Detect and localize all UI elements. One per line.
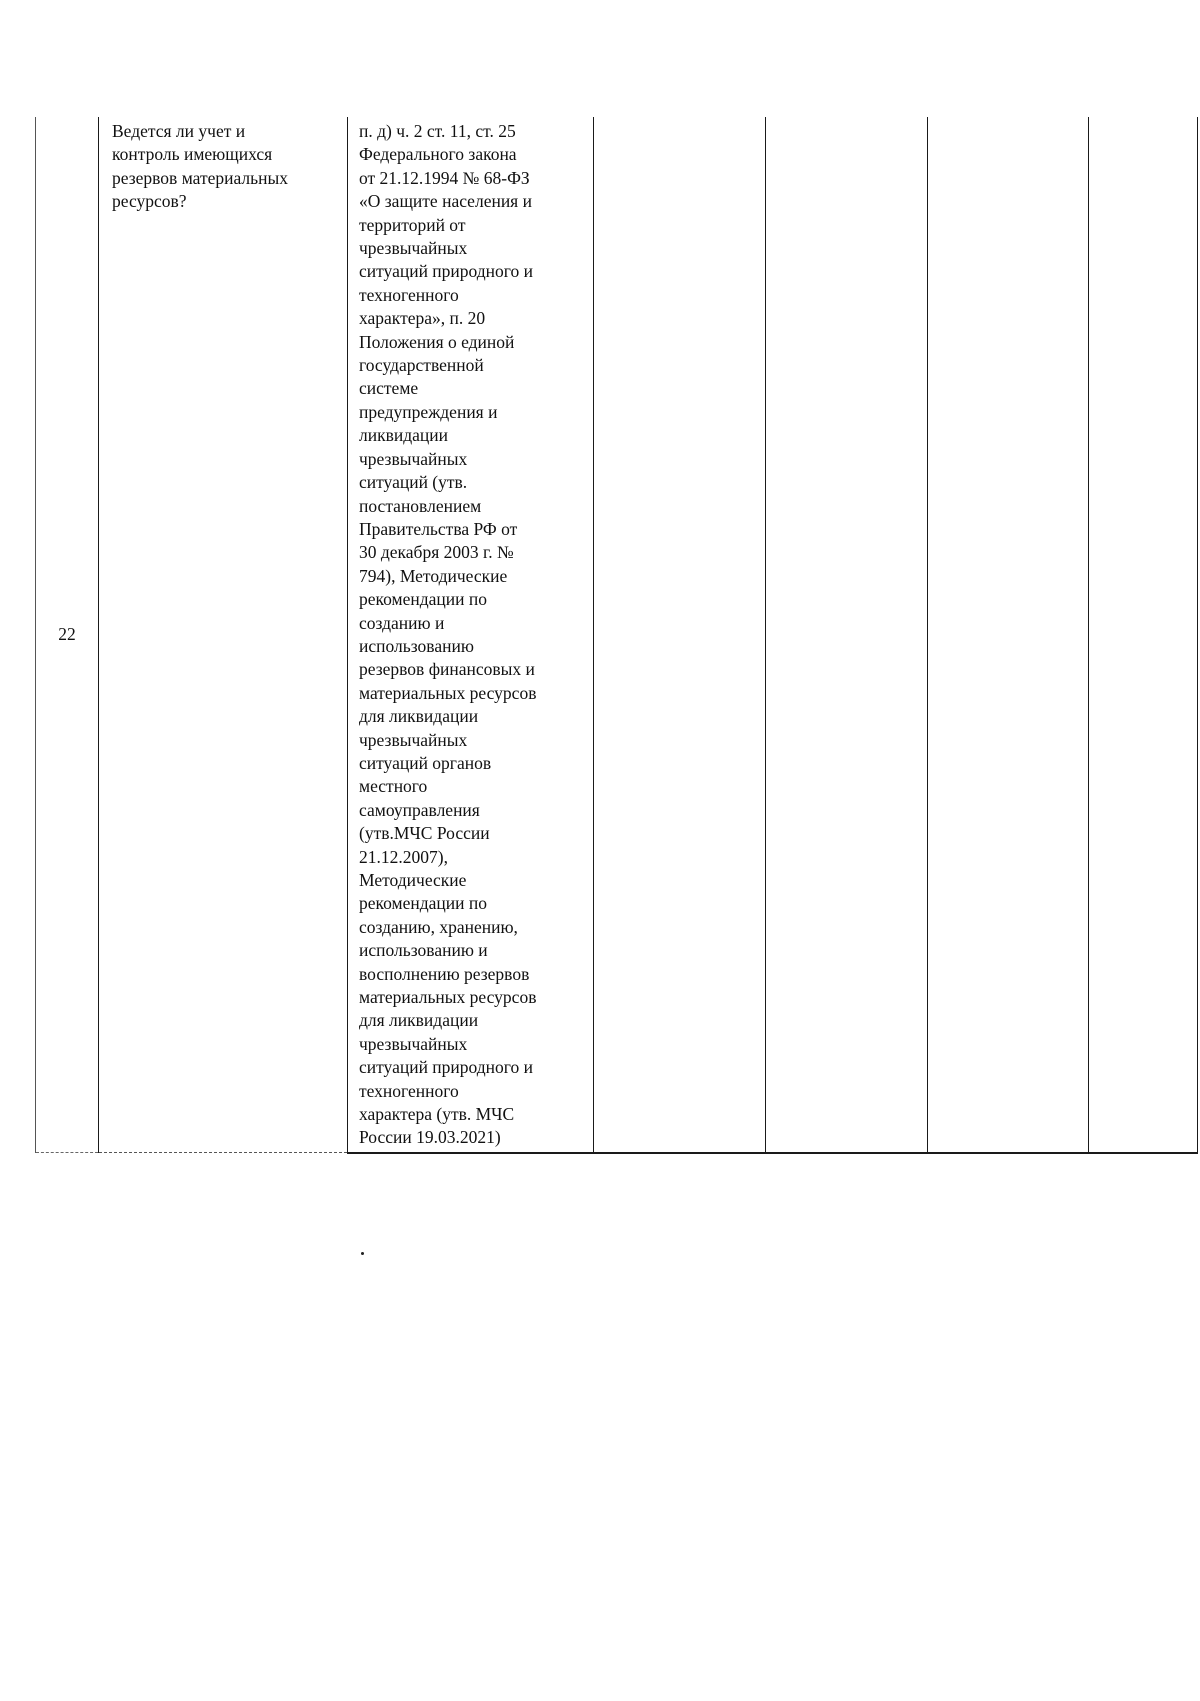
checklist-table	[35, 117, 1198, 1154]
reference-line: ситуаций органов	[359, 752, 492, 773]
reference-line: предупреждения и	[359, 401, 498, 422]
reference-line: местного	[359, 776, 428, 797]
reference-line: материальных ресурсов	[359, 682, 537, 703]
legal-reference-cell	[348, 117, 594, 1153]
answer-cell-no	[766, 117, 928, 1153]
reference-line: чрезвычайных	[359, 238, 468, 259]
reference-line: чрезвычайных	[359, 729, 468, 750]
reference-line: использованию и	[359, 940, 488, 961]
row-number: 22	[58, 623, 76, 644]
question-cell	[99, 117, 348, 1153]
reference-line: России 19.03.2021)	[359, 1127, 501, 1148]
question-line: ресурсов?	[112, 191, 187, 212]
stray-dot-mark	[361, 1252, 364, 1255]
table-row	[36, 117, 1198, 1153]
reference-line: техногенного	[359, 1080, 459, 1101]
reference-line: (утв.МЧС России	[359, 823, 490, 844]
reference-line: Положения о единой	[359, 331, 515, 352]
reference-line: восполнению резервов	[359, 963, 530, 984]
reference-line: «О защите населения и	[359, 191, 532, 212]
reference-line: постановлением	[359, 495, 482, 516]
reference-line: 21.12.2007),	[359, 846, 448, 867]
reference-line: использованию	[359, 635, 474, 656]
reference-line: ситуаций природного и	[359, 1057, 534, 1078]
reference-line: для ликвидации	[359, 706, 479, 727]
reference-line: Правительства РФ от	[359, 518, 518, 539]
reference-line: характера (утв. МЧС	[359, 1104, 515, 1125]
reference-line: 794), Методические	[359, 565, 508, 586]
reference-line: созданию, хранению,	[359, 916, 518, 937]
reference-line: ликвидации	[359, 425, 448, 446]
question-text	[112, 120, 341, 214]
reference-line: резервов финансовых и	[359, 659, 535, 680]
question-line: резервов материальных	[112, 167, 288, 188]
reference-line: Методические	[359, 870, 467, 890]
reference-line: материальных ресурсов	[359, 987, 537, 1008]
reference-line: Федерального закона	[359, 144, 517, 165]
answer-cell-not-applicable	[928, 117, 1089, 1153]
question-line: Ведется ли учет и	[112, 121, 246, 141]
reference-line: чрезвычайных	[359, 448, 468, 469]
reference-line: территорий от	[359, 214, 466, 235]
reference-line: рекомендации по	[359, 589, 488, 610]
legal-reference-text	[359, 120, 589, 1150]
reference-line: от 21.12.1994 № 68-ФЗ	[359, 167, 530, 188]
reference-line: ситуаций (утв.	[359, 472, 468, 493]
row-number-cell	[36, 117, 99, 1153]
reference-line: созданию и	[359, 612, 445, 633]
reference-line: системе	[359, 378, 419, 399]
reference-line: п. д) ч. 2 ст. 11, ст. 25	[359, 121, 516, 141]
notes-cell	[1089, 117, 1198, 1153]
reference-line: рекомендации по	[359, 893, 488, 914]
reference-line: чрезвычайных	[359, 1033, 468, 1054]
reference-line: ситуаций природного и	[359, 261, 534, 282]
question-line: контроль имеющихся	[112, 144, 273, 165]
reference-line: техногенного	[359, 284, 459, 305]
answer-cell-yes	[594, 117, 766, 1153]
reference-line: государственной	[359, 355, 484, 376]
reference-line: характера», п. 20	[359, 308, 486, 329]
reference-line: 30 декабря 2003 г. №	[359, 542, 514, 563]
reference-line: самоуправления	[359, 799, 480, 820]
reference-line: для ликвидации	[359, 1010, 479, 1031]
